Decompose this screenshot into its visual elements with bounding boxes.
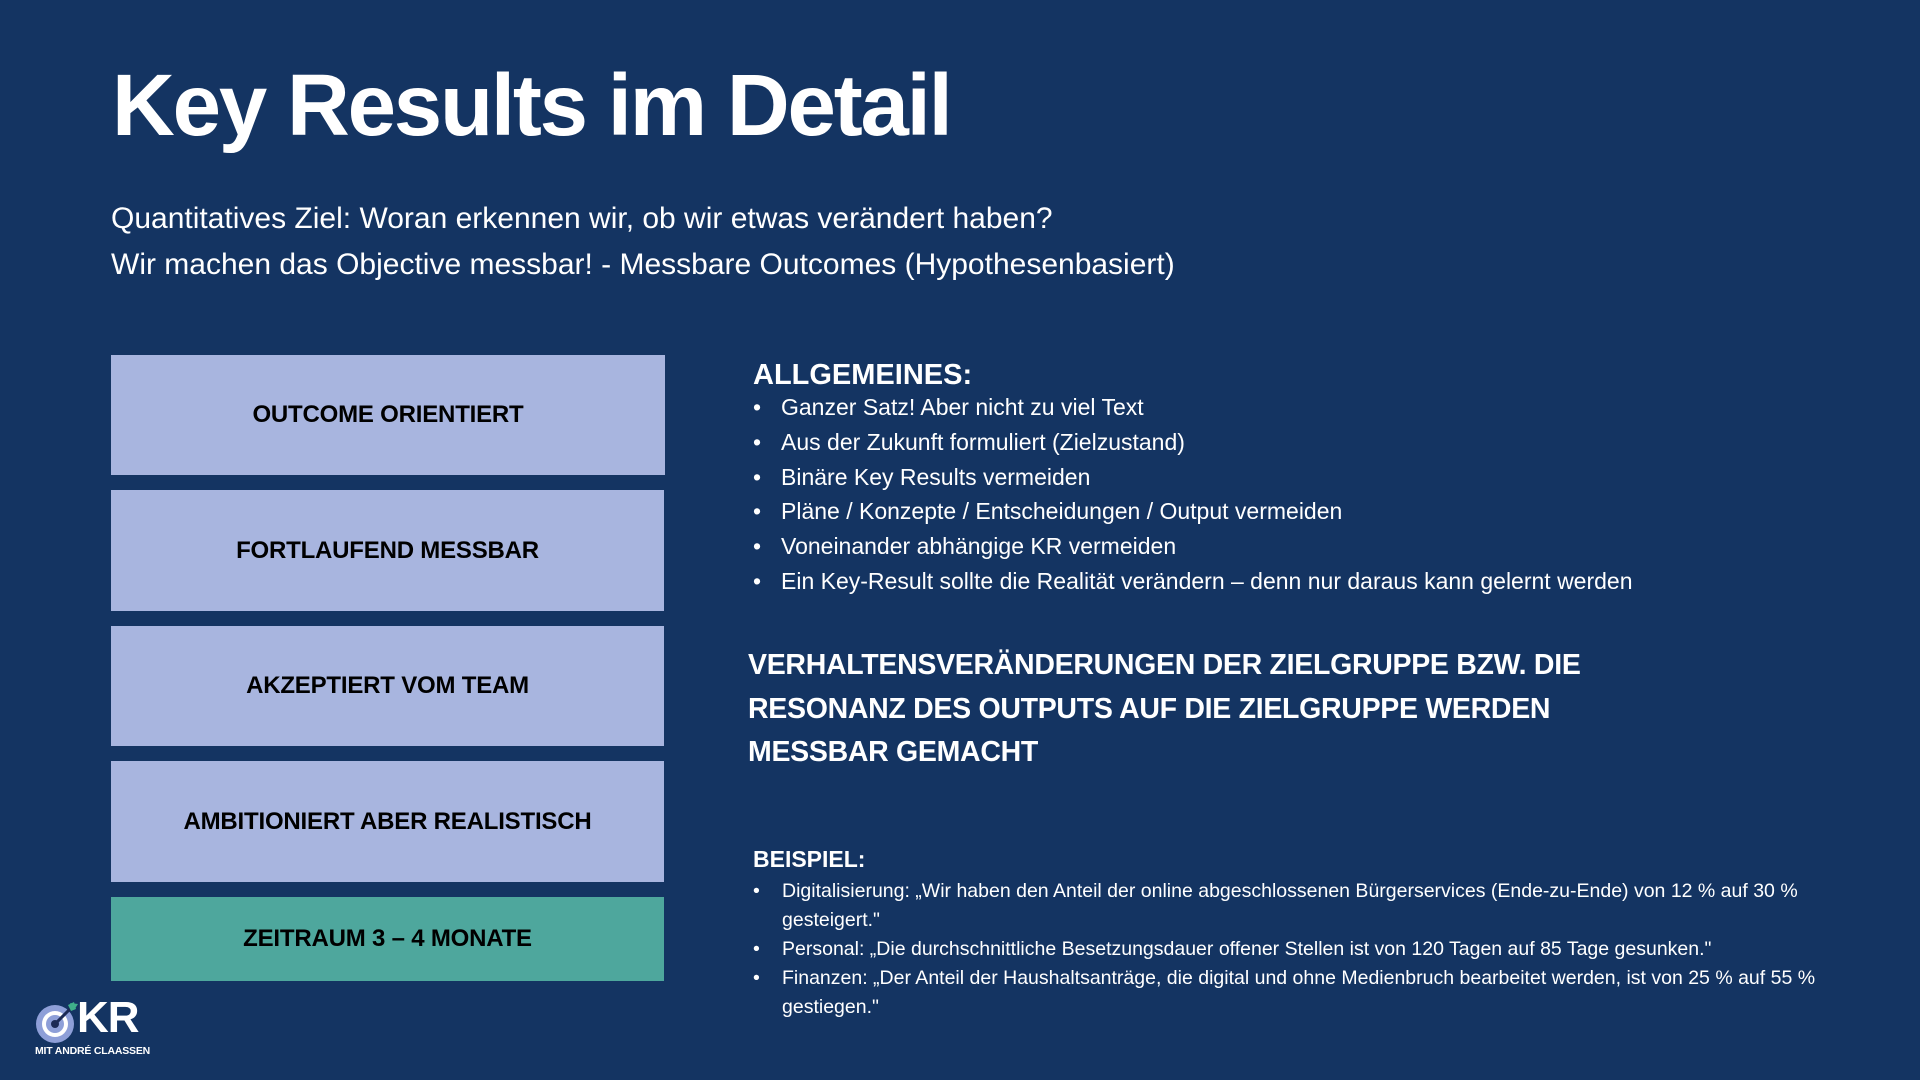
bullet-icon: • [753, 533, 762, 560]
general-list [753, 390, 1633, 599]
statement-line: VERHALTENSVERÄNDERUNGEN DER ZIELGRUPPE BZW. DIE [748, 649, 1581, 681]
subtitle [111, 196, 1175, 288]
logo-wordmark: KR [77, 993, 139, 1042]
okr-logo [34, 993, 164, 1060]
bullet-icon: • [753, 880, 760, 902]
bullet-icon: • [753, 498, 762, 525]
list-item: • Finanzen: „Der Anteil der Haushaltsanträge, die digital und ohne Medienbruch bearbeitet werden, ist von 25 % auf 55 % gestiegen." [753, 964, 1853, 1022]
criteria-label: FORTLAUFEND MESSBAR [236, 536, 539, 564]
subtitle-line-1: Quantitatives Ziel: Woran erkennen wir, ob wir etwas verändert haben? [111, 202, 1053, 235]
bullet-icon: • [753, 394, 762, 420]
criteria-label: ZEITRAUM 3 – 4 MONATE [243, 925, 532, 952]
bullet-icon: • [753, 428, 762, 455]
subtitle-line-2: Wir machen das Objective messbar! - Messbare Outcomes (Hypothesenbasiert) [111, 248, 1175, 281]
statement-line: RESONANZ DES OUTPUTS AUF DIE ZIELGRUPPE WERDEN [748, 692, 1551, 725]
list-item: • Ein Key-Result sollte die Realität verändern – denn nur daraus kann gelernt werden [753, 564, 1633, 599]
list-item: • Pläne / Konzepte / Entscheidungen / Output vermeiden [753, 494, 1633, 529]
bullet-icon: • [753, 938, 760, 960]
example-list [753, 877, 1853, 1022]
criteria-box-accepted [111, 626, 664, 746]
criteria-box-measurable [111, 490, 664, 611]
bullet-icon: • [753, 567, 762, 594]
criteria-box-ambitious [111, 761, 664, 882]
criteria-box-outcome [111, 355, 665, 475]
list-item: • Aus der Zukunft formuliert (Zielzustand) [753, 425, 1633, 460]
bullet-icon: • [753, 463, 762, 490]
list-item: • Digitalisierung: „Wir haben den Anteil der online abgeschlossenen Bürgerservices (Ende-zu-Ende) von 12 % auf 30 % gesteigert." [753, 877, 1853, 935]
bullet-icon: • [753, 967, 760, 989]
key-statement [748, 644, 1708, 775]
criteria-box-timeframe [111, 897, 664, 981]
criteria-label: OUTCOME ORIENTIERT [252, 401, 524, 428]
example-heading: BEISPIEL: [753, 846, 866, 872]
criteria-label: AKZEPTIERT VOM TEAM [246, 672, 529, 699]
statement-line: MESSBAR GEMACHT [748, 736, 1039, 768]
list-item: • Ganzer Satz! Aber nicht zu viel Text [753, 390, 1633, 425]
list-item: • Binäre Key Results vermeiden [753, 460, 1633, 495]
general-heading: ALLGEMEINES: [753, 359, 973, 391]
list-item: • Personal: „Die durchschnittliche Besetzungsdauer offener Stellen ist von 120 Tagen auf 85 Tage gesunken." [753, 935, 1853, 964]
target-arrow-icon [34, 1001, 80, 1045]
criteria-label: AMBITIONIERT ABER REALISTISCH [183, 807, 592, 835]
slide-title: Key Results im Detail [112, 57, 951, 154]
logo-byline: MIT ANDRÉ CLAASSEN [35, 1045, 151, 1057]
list-item: • Voneinander abhängige KR vermeiden [753, 529, 1633, 564]
